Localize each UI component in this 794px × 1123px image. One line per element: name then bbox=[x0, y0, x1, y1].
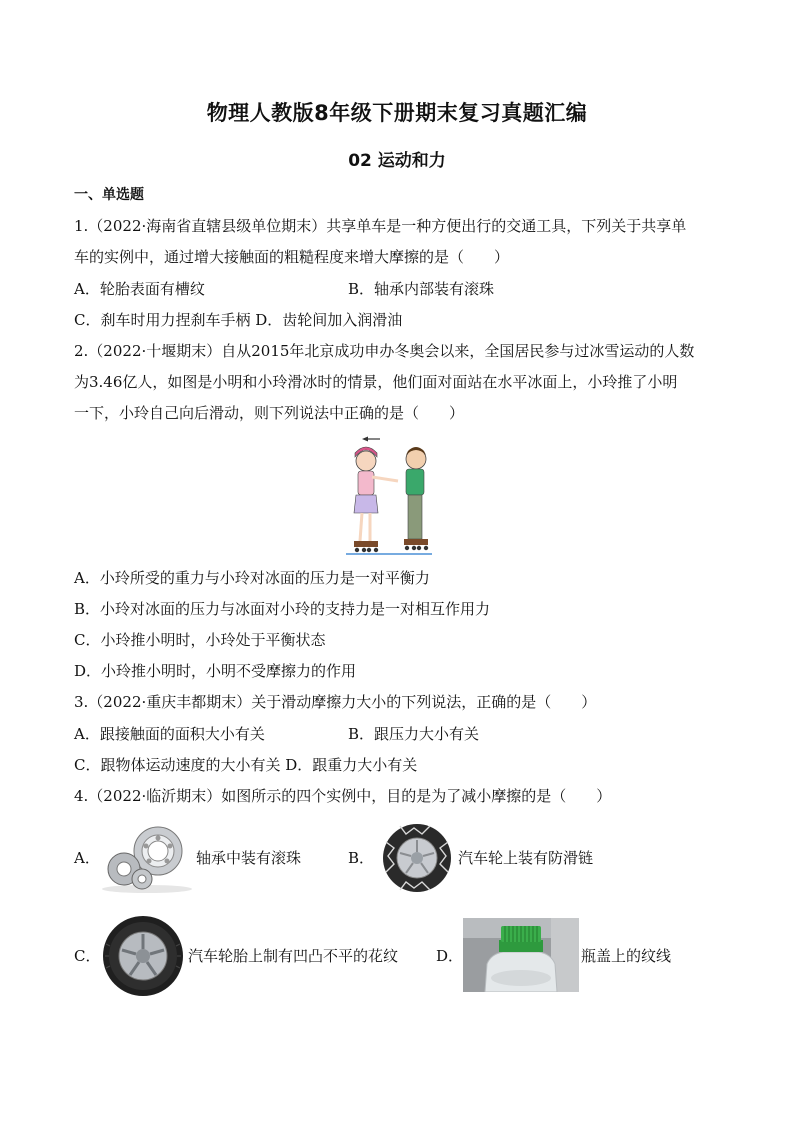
q4-option-d-letter: D． bbox=[436, 947, 464, 965]
q2-stem-line3: 一下，小玲自己向后滑动，则下列说法中正确的是（ ） bbox=[74, 404, 465, 422]
q3-option-cd: C．跟物体运动速度的大小有关 D．跟重力大小有关 bbox=[74, 756, 418, 774]
q1-option-a: A．轮胎表面有槽纹 bbox=[74, 280, 205, 298]
bottle-cap-image bbox=[463, 918, 579, 992]
q4-option-a-label: 轴承中装有滚珠 bbox=[196, 849, 302, 867]
q2-option-a: A．小玲所受的重力与小玲对冰面的压力是一对平衡力 bbox=[74, 569, 430, 587]
q4-option-a-letter: A． bbox=[74, 849, 100, 867]
q1-option-b: B．轴承内部装有滚珠 bbox=[348, 280, 495, 298]
q4-option-c-letter: C． bbox=[74, 947, 101, 965]
snow-chain-tire-image bbox=[380, 822, 454, 894]
q4-stem: 4.（2022·临沂期末）如图所示的四个实例中，目的是为了减小摩擦的是（ ） bbox=[74, 787, 612, 805]
q1-option-cd: C．刹车时用力捏刹车手柄 D．齿轮间加入润滑油 bbox=[74, 311, 403, 329]
q4-option-b-letter: B． bbox=[348, 849, 375, 867]
q3-stem: 3.（2022·重庆丰都期末）关于滑动摩擦力大小的下列说法，正确的是（ ） bbox=[74, 693, 597, 711]
q2-option-d: D．小玲推小明时，小明不受摩擦力的作用 bbox=[74, 662, 357, 680]
page-title: 物理人教版8年级下册期末复习真题汇编 bbox=[206, 101, 588, 125]
q1-stem-line1: 1.（2022·海南省直辖县级单位期末）共享单车是一种方便出行的交通工具，下列关于共享单 bbox=[74, 217, 687, 235]
q3-option-a: A．跟接触面的面积大小有关 bbox=[74, 725, 265, 743]
q2-option-c: C．小玲推小明时，小玲处于平衡状态 bbox=[74, 631, 326, 649]
skating-figure bbox=[344, 433, 434, 557]
q2-stem-line1: 2.（2022·十堰期末）自从2015年北京成功申办冬奥会以来，全国居民参与过冰雪运动的人数 bbox=[74, 342, 695, 360]
q3-option-b: B．跟压力大小有关 bbox=[348, 725, 480, 743]
q2-stem-line2: 为3.46亿人，如图是小明和小玲滑冰时的情景，他们面对面站在水平冰面上，小玲推了小明 bbox=[74, 373, 678, 391]
q2-option-b: B．小玲对冰面的压力与冰面对小玲的支持力是一对相互作用力 bbox=[74, 600, 491, 618]
q4-option-c-label: 汽车轮胎上制有凹凸不平的花纹 bbox=[188, 947, 399, 965]
q4-option-b-label: 汽车轮上装有防滑链 bbox=[458, 849, 594, 867]
page-subtitle: 02 运动和力 bbox=[348, 151, 446, 171]
section-heading: 一、单选题 bbox=[74, 187, 144, 203]
q1-stem-line2: 车的实例中，通过增大接触面的粗糙程度来增大摩擦的是（ ） bbox=[74, 248, 510, 266]
car-tire-image bbox=[100, 914, 186, 998]
bearing-image bbox=[100, 823, 194, 893]
q4-option-d-label: 瓶盖上的纹线 bbox=[581, 947, 672, 965]
